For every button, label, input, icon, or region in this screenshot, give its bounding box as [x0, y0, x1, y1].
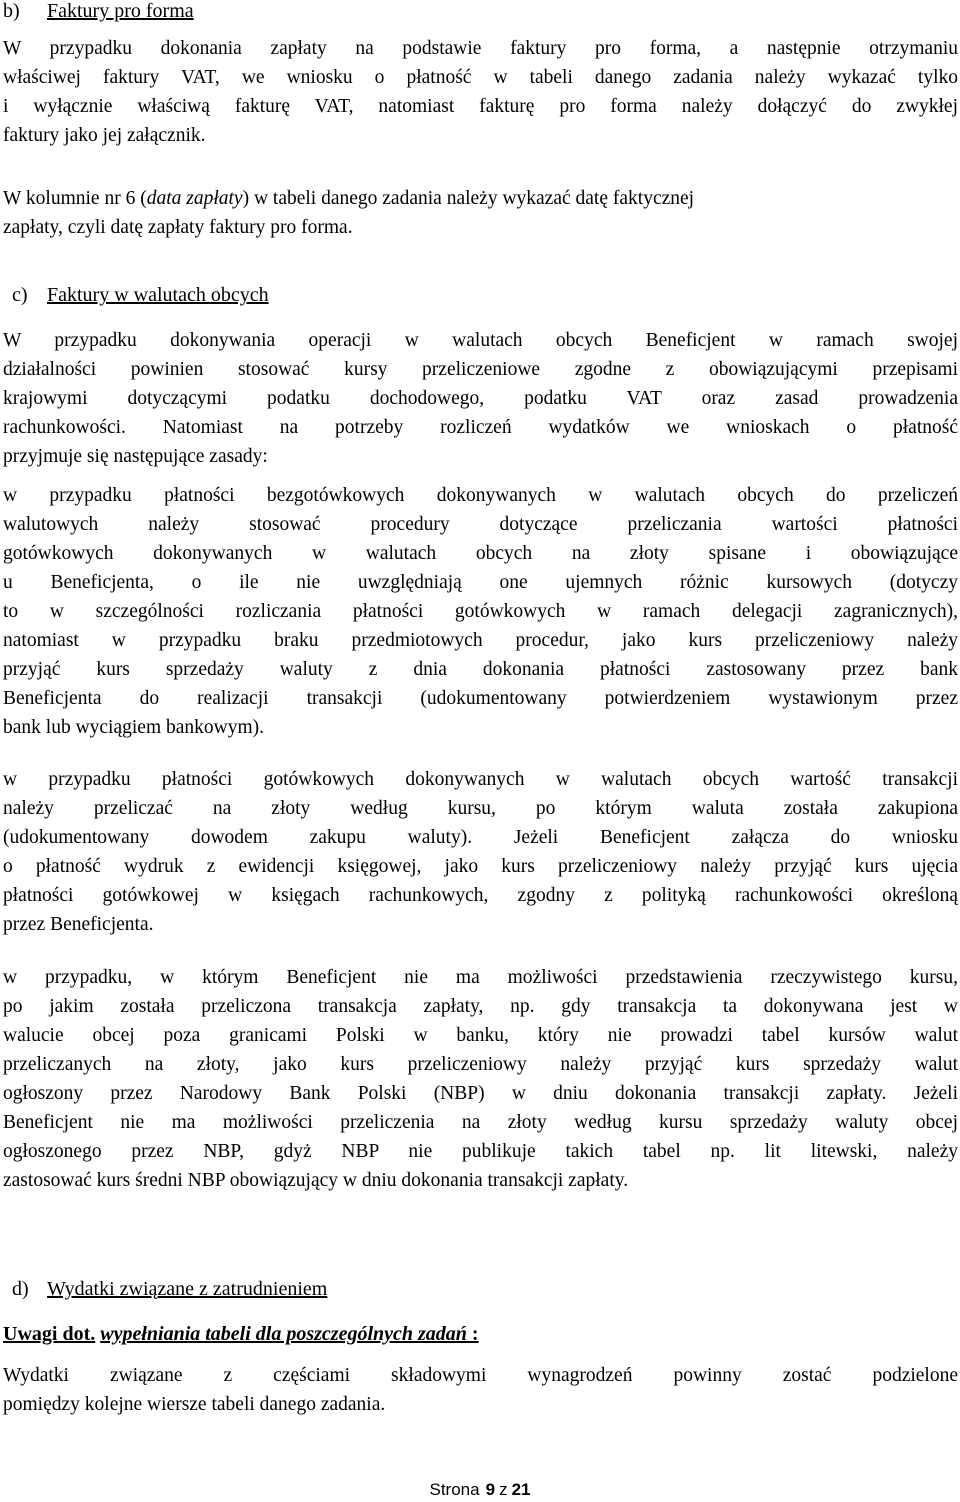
text-line: (udokumentowany dowodem zakupu waluty). Jeżeli Beneficjent załącza do wniosku — [3, 827, 958, 848]
text-line: przyjmuje się następujące zasady: — [3, 446, 268, 467]
text-line: pomiędzy kolejne wiersze tabeli danego zadania. — [3, 1394, 386, 1415]
section-b-heading — [3, 0, 194, 23]
note-italic: wypełniania tabeli dla poszczególnych zadań — [100, 1323, 467, 1345]
section-b-paragraph-2 — [3, 184, 958, 242]
text-span: ) w tabeli danego zadania należy wykazać datę faktycznej — [242, 188, 695, 209]
text-line: W przypadku dokonywania operacji w walutach obcych Beneficjent w ramach swojej — [3, 330, 958, 351]
footer-page-number: 9 — [485, 1480, 496, 1499]
text-line: należy przeliczać na złoty według kursu, po którym waluta została zakupiona — [3, 798, 958, 819]
section-c-paragraph-2 — [3, 481, 958, 742]
note-bold: Uwagi dot. — [3, 1323, 96, 1345]
footer-total-pages: 21 — [511, 1480, 531, 1499]
section-c-paragraph-4 — [3, 963, 958, 1195]
text-line: przyjąć kurs sprzedaży waluty z dnia dokonania płatności zastosowany przez bank — [3, 659, 958, 680]
section-d-title: Wydatki związane z zatrudnieniem — [47, 1278, 328, 1300]
text-line: po jakim została przeliczona transakcja zapłaty, np. gdy transakcja ta dokonywana jest w — [3, 996, 958, 1017]
text-line: właściwej faktury VAT, we wniosku o płatność w tabeli danego zadania należy wykazać tylko — [3, 67, 958, 88]
text-line: przez Beneficjenta. — [3, 914, 154, 935]
text-span: W kolumnie nr 6 ( — [3, 188, 147, 209]
text-line: walucie obcej poza granicami Polski w banku, który nie prowadzi tabel kursów walut — [3, 1025, 958, 1046]
page-footer — [0, 1480, 960, 1500]
text-line: w przypadku, w którym Beneficjent nie ma możliwości przedstawienia rzeczywistego kursu, — [3, 967, 958, 988]
text-line: w przypadku płatności bezgotówkowych dokonywanych w walutach obcych do przeliczeń — [3, 485, 958, 506]
text-line: natomiast w przypadku braku przedmiotowych procedur, jako kurs przeliczeniowy należy — [3, 630, 958, 651]
section-c-paragraph-1 — [3, 326, 958, 471]
text-line: działalności powinien stosować kursy przeliczeniowe zgodne z obowiązującymi przepisami — [3, 359, 958, 380]
text-line: zapłaty, czyli datę zapłaty faktury pro forma. — [3, 217, 353, 238]
text-line: Beneficjent nie ma możliwości przeliczenia na złoty według kursu sprzedaży waluty obcej — [3, 1112, 958, 1133]
section-c-paragraph-3 — [3, 765, 958, 939]
text-line: Beneficjenta do realizacji transakcji (udokumentowany potwierdzeniem wystawionym przez — [3, 688, 958, 709]
text-line: faktury jako jej załącznik. — [3, 125, 206, 146]
text-line: krajowymi dotyczącymi podatku dochodowego, podatku VAT oraz zasad prowadzenia — [3, 388, 958, 409]
text-line: to w szczególności rozliczania płatności gotówkowych w ramach delegacji zagranicznych), — [3, 601, 958, 622]
text-line: przeliczanych na złoty, jako kurs przeliczeniowy należy przyjąć kurs sprzedaży walut — [3, 1054, 958, 1075]
text-line: bank lub wyciągiem bankowym). — [3, 717, 265, 738]
section-b-letter: b) — [3, 0, 20, 22]
text-line: i wyłącznie właściwą fakturę VAT, natomiast fakturę pro forma należy dołączyć do zwykłej — [3, 96, 958, 117]
text-line: Wydatki związane z częściami składowymi wynagrodzeń powinny zostać podzielone — [3, 1365, 958, 1386]
text-line: W przypadku dokonania zapłaty na podstawie faktury pro forma, a następnie otrzymaniu — [3, 38, 958, 59]
italic-span: data zapłaty — [146, 188, 243, 209]
section-c-title: Faktury w walutach obcych — [47, 284, 269, 306]
section-d-paragraph-1 — [3, 1361, 958, 1419]
text-line: gotówkowych dokonywanych w walutach obcych na złoty spisane i obowiązujące — [3, 543, 958, 564]
text-line: o płatność wydruk z ewidencji księgowej, jako kurs przeliczeniowy należy przyjąć kurs ujęcia — [3, 856, 958, 877]
note-colon: : — [466, 1323, 479, 1345]
footer-label: Strona — [429, 1480, 480, 1499]
text-line: ogłoszony przez Narodowy Bank Polski (NBP) w dniu dokonania transakcji zapłaty. Jeżeli — [3, 1083, 958, 1104]
text-line: zastosować kurs średni NBP obowiązujący w dniu dokonania transakcji zapłaty. — [3, 1170, 629, 1191]
section-b-title: Faktury pro forma — [47, 0, 194, 22]
text-line: rachunkowości. Natomiast na potrzeby rozliczeń wydatków we wnioskach o płatność — [3, 417, 958, 438]
section-c-letter: c) — [12, 284, 28, 306]
table-note — [3, 1323, 479, 1346]
footer-of: z — [499, 1480, 508, 1499]
text-line: walutowych należy stosować procedury dotyczące przeliczania wartości płatności — [3, 514, 958, 535]
section-d-heading — [12, 1278, 327, 1301]
section-c-heading — [12, 284, 269, 307]
text-line: płatności gotówkowej w księgach rachunkowych, zgodny z polityką rachunkowości określoną — [3, 885, 958, 906]
section-b-paragraph-1 — [3, 34, 958, 150]
text-line — [3, 184, 958, 213]
text-line: u Beneficjenta, o ile nie uwzględniają one ujemnych różnic kursowych (dotyczy — [3, 572, 958, 593]
text-line: ogłoszonego przez NBP, gdyż NBP nie publikuje takich tabel np. lit litewski, należy — [3, 1141, 958, 1162]
text-line: w przypadku płatności gotówkowych dokonywanych w walutach obcych wartość transakcji — [3, 769, 958, 790]
section-d-letter: d) — [12, 1278, 29, 1300]
